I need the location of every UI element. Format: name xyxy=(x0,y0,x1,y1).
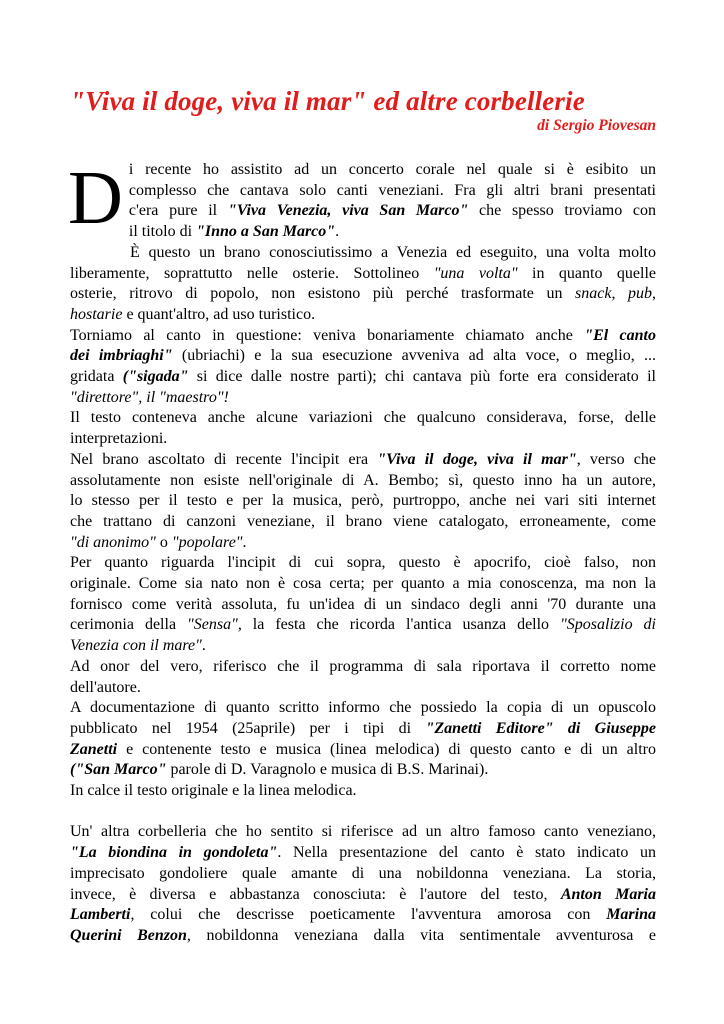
emphasis-text: Anton Maria xyxy=(560,885,657,903)
text-line xyxy=(70,698,656,719)
text-line xyxy=(70,574,656,595)
text-segment: originale. Come sia nato non è cosa certa; per quanto a mia conoscenza, ma non la xyxy=(70,575,656,593)
text-line xyxy=(70,243,656,264)
article-title: "Viva il doge, viva il mar" ed altre corbellerie xyxy=(70,86,585,116)
drop-cap: D xyxy=(68,156,123,240)
article-body xyxy=(68,156,657,947)
text-line xyxy=(70,264,656,285)
text-line xyxy=(70,781,656,802)
article-author: di Sergio Piovesan xyxy=(537,117,656,134)
text-segment: Un' altra corbelleria che ho sentito si riferisce ad un altro famoso canto veneziano, xyxy=(70,823,656,841)
text-line xyxy=(70,533,656,554)
text-line xyxy=(70,740,656,761)
text-segment: cerimonia della xyxy=(70,616,188,634)
text-segment: . xyxy=(201,637,206,655)
text-line xyxy=(70,615,656,636)
text-line xyxy=(70,885,656,906)
emphasis-text: "Sensa" xyxy=(187,616,238,634)
text-segment: osterie, ritrovo di popolo, non esistono più perché trasformate un xyxy=(70,285,576,303)
emphasis-text: "Sposalizio di xyxy=(560,616,657,634)
emphasis-text: "El canto xyxy=(584,326,656,344)
text-segment: lo stesso per il testo e per la musica, però, purtroppo, anche nei vari siti internet xyxy=(70,492,656,510)
text-line xyxy=(70,305,656,326)
text-segment: dell'autore. xyxy=(70,678,141,696)
emphasis-text: "di anonimo" xyxy=(70,533,156,551)
text-segment: che trattano di canzoni veneziane, il brano viene catalogato, erroneamente, come xyxy=(70,512,656,530)
text-line xyxy=(70,905,656,926)
text-segment: invece, è diversa e abbastanza conosciuta: è l'autore del testo, xyxy=(70,885,561,903)
emphasis-text: snack xyxy=(575,285,612,303)
text-segment: o xyxy=(155,533,172,551)
emphasis-text: ("San Marco" xyxy=(70,761,167,779)
text-segment: (ubriachi) e la sua esecuzione avveniva ad alta voce, o meglio, ... xyxy=(172,347,656,365)
text-line xyxy=(70,346,656,367)
emphasis-text: "Viva il doge, viva il mar" xyxy=(377,450,577,468)
text-segment: liberamente, soprattutto nelle osterie. Sottolineo xyxy=(70,264,434,282)
emphasis-text: Venezia con il mare" xyxy=(70,637,202,655)
text-line xyxy=(70,388,656,409)
text-segment: Ad onor del vero, riferisco che il programma di sala riportava il corretto nome xyxy=(70,657,656,675)
emphasis-text: pub xyxy=(628,285,653,303)
text-segment: c'era pure il xyxy=(128,202,228,220)
text-line xyxy=(70,636,656,657)
emphasis-text: ("sigada" xyxy=(122,368,189,386)
text-segment: che spesso troviamo con xyxy=(468,202,656,220)
text-line xyxy=(70,326,656,347)
text-segment: il titolo di xyxy=(128,223,197,241)
text-segment: A documentazione di quanto scritto informo che possiedo la copia di un opuscolo xyxy=(70,699,656,717)
text-line xyxy=(70,843,656,864)
text-segment: Per quanto riguarda l'incipit di cui sopra, questo è apocrifo, cioè falso, non xyxy=(70,554,656,572)
emphasis-text: hostarie xyxy=(70,305,123,323)
text-segment: Torniamo al canto in questione: veniva bonariamente chiamato anche xyxy=(70,326,585,344)
text-line xyxy=(70,678,656,699)
text-line xyxy=(70,719,656,740)
emphasis-text: Marina xyxy=(606,906,656,924)
text-line xyxy=(70,408,656,429)
text-segment: , nobildonna veneziana dalla vita sentimentale avventurosa e xyxy=(186,927,657,944)
text-line xyxy=(70,822,656,843)
text-segment: fornisco come verità assoluta, fu un'idea di un sindaco degli anni '70 durante una xyxy=(70,595,656,613)
emphasis-text: "direttore", il "maestro"! xyxy=(70,388,229,406)
text-segment: i recente ho assistito ad un concerto corale nel quale si è esibito un xyxy=(128,161,656,178)
text-segment: In calce il testo originale e la linea melodica. xyxy=(70,782,357,800)
emphasis-text: Lamberti xyxy=(70,906,131,924)
text-line xyxy=(70,491,656,512)
text-segment: pubblicato nel 1954 (25aprile) per i tipi di xyxy=(70,719,426,737)
text-line xyxy=(70,367,656,388)
text-line xyxy=(70,160,656,181)
emphasis-text: "Inno a San Marco" xyxy=(196,223,336,241)
text-line xyxy=(70,222,656,243)
text-line xyxy=(70,926,656,947)
emphasis-text: "Viva Venezia, viva San Marco" xyxy=(227,202,469,220)
text-segment: , xyxy=(652,285,657,303)
text-segment: interpretazioni. xyxy=(70,430,168,448)
text-segment: , xyxy=(611,285,629,303)
emphasis-text: "popolare" xyxy=(171,533,243,551)
text-line xyxy=(70,760,656,781)
text-segment: . xyxy=(335,223,340,241)
text-segment: . Nella presentazione del canto è stato indicato un xyxy=(277,844,656,862)
text-line xyxy=(70,553,656,574)
text-line xyxy=(70,471,656,492)
text-segment: si dice dalle nostre parti); chi cantava più forte era considerato il xyxy=(188,368,657,386)
emphasis-text: Zanetti xyxy=(70,740,118,758)
text-segment: , la festa che ricorda l'antica usanza dello xyxy=(237,616,561,634)
text-segment: assolutamente non esiste nell'originale di A. Bembo; sì, questo inno ha un autore, xyxy=(70,471,656,489)
emphasis-text: "Zanetti Editore" di Giuseppe xyxy=(425,719,656,737)
text-segment: e contenente testo e musica (linea melodica) di questo canto e di un altro xyxy=(117,740,656,758)
text-line xyxy=(70,181,656,202)
emphasis-text: "una volta" xyxy=(433,264,518,282)
text-line xyxy=(70,201,656,222)
text-segment: . xyxy=(242,533,247,551)
text-segment: in quanto quelle xyxy=(517,264,656,282)
emphasis-text: dei imbriaghi" xyxy=(70,347,173,365)
text-line xyxy=(70,450,656,471)
text-line xyxy=(70,512,656,533)
text-segment: Nel brano ascoltato di recente l'incipit era xyxy=(70,450,378,468)
text-line xyxy=(70,864,656,885)
text-line xyxy=(70,657,656,678)
text-segment: e quant'altro, ad uso turistico. xyxy=(122,305,316,323)
text-segment: Il testo conteneva anche alcune variazioni che qualcuno considerava, forse, delle xyxy=(70,409,656,427)
text-segment: imprecisato gondoliere quale amante di una nobildonna veneziana. La storia, xyxy=(70,864,656,882)
text-line xyxy=(70,595,656,616)
text-segment: È questo un brano conosciutissimo a Venezia ed eseguito, una volta molto xyxy=(130,243,656,261)
text-line xyxy=(70,429,656,450)
text-segment: , colui che descrisse poeticamente l'avventura amorosa con xyxy=(130,906,607,924)
emphasis-text: Querini Benzon xyxy=(70,927,187,944)
text-segment: complesso che cantava solo canti veneziani. Fra gli altri brani presentati xyxy=(128,181,656,199)
text-segment: , verso che xyxy=(576,450,656,468)
text-segment: gridata xyxy=(70,368,123,386)
text-segment: parole di D. Varagnolo e musica di B.S. Marinai). xyxy=(166,761,489,779)
emphasis-text: "La biondina in gondoleta" xyxy=(70,844,278,862)
text-line xyxy=(70,284,656,305)
paragraph-gap xyxy=(70,802,656,823)
